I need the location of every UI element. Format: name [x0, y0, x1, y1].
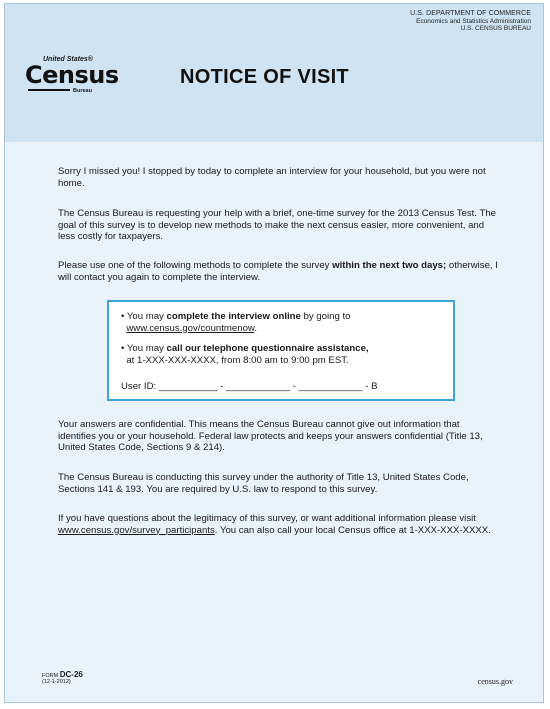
notice-page	[4, 3, 544, 703]
paragraph-questions	[58, 513, 498, 536]
paragraph-confidential: Your answers are confidential. This means the Census Bureau cannot give out information that identifies you or your household. Federal law protects and keeps your answers confidential (Title 13, United States Code, Sections 9 & 214).	[58, 419, 483, 454]
paragraph-missed-you: Sorry I missed you! I stopped by today to complete an interview for your household, but you were not home.	[58, 166, 486, 189]
form-label: FORM	[42, 673, 60, 679]
logo-bar	[28, 89, 70, 91]
form-code: DC-26	[59, 670, 83, 679]
questions-text-a: If you have questions about the legitimacy of this survey, or want additional information please visit	[58, 513, 476, 524]
methods-deadline: within the next two days;	[332, 260, 447, 271]
logo-united-states: United States®	[43, 56, 93, 63]
user-id-field: User ID: ___________ - ____________ - ____________ - B	[121, 381, 378, 392]
paragraph-methods	[58, 260, 498, 283]
dept-line-1: U.S. DEPARTMENT OF COMMERCE	[410, 10, 531, 17]
questions-text-b: . You can also call your local Census office at 1-XXX-XXX-XXXX.	[214, 524, 491, 536]
form-number	[42, 672, 83, 685]
census-gov-footer: census.gov	[477, 677, 513, 686]
phone-text-a: • You may	[121, 343, 167, 354]
countmenow-link[interactable]: www.census.gov/countmenow	[126, 322, 255, 334]
response-options-box	[107, 300, 455, 401]
logo-census: Census	[25, 61, 119, 89]
online-end: .	[254, 322, 257, 334]
online-option	[121, 311, 441, 334]
census-logo	[25, 56, 119, 96]
methods-text-a: Please use one of the following methods to complete the survey	[58, 260, 333, 271]
paragraph-authority: The Census Bureau is conducting this survey under the authority of Title 13, United States Code, Sections 141 & 193. You are required by U.S. law to respond to this survey.	[58, 472, 469, 495]
header-band	[5, 4, 543, 142]
logo-bureau: Bureau	[73, 88, 92, 94]
phone-option	[121, 343, 441, 366]
methods-text-b: otherwise, I will contact you again to complete the interview.	[58, 260, 498, 283]
online-bold: complete the interview online	[166, 311, 301, 322]
dept-line-2: Economics and Statistics Administration	[416, 17, 531, 25]
phone-bold: call our telephone questionnaire assistance,	[166, 343, 369, 354]
department-block	[410, 10, 531, 33]
survey-participants-link[interactable]: www.census.gov/survey_participants	[58, 524, 215, 536]
paragraph-survey-purpose: The Census Bureau is requesting your help with a brief, one-time survey for the 2013 Census Test. The goal of this survey is to develop new methods to make the next census easier, more convenient, and less costly for taxpayers.	[58, 208, 496, 243]
online-text-a: • You may	[121, 311, 167, 322]
dept-line-3: U.S. CENSUS BUREAU	[460, 25, 531, 32]
form-date: (12-1-2012)	[42, 679, 71, 685]
online-text-b: by going to	[300, 311, 351, 322]
page-title: NOTICE OF VISIT	[180, 66, 349, 88]
phone-text-b: at 1-XXX-XXX-XXXX, from 8:00 am to 9:00 pm EST.	[126, 354, 349, 366]
